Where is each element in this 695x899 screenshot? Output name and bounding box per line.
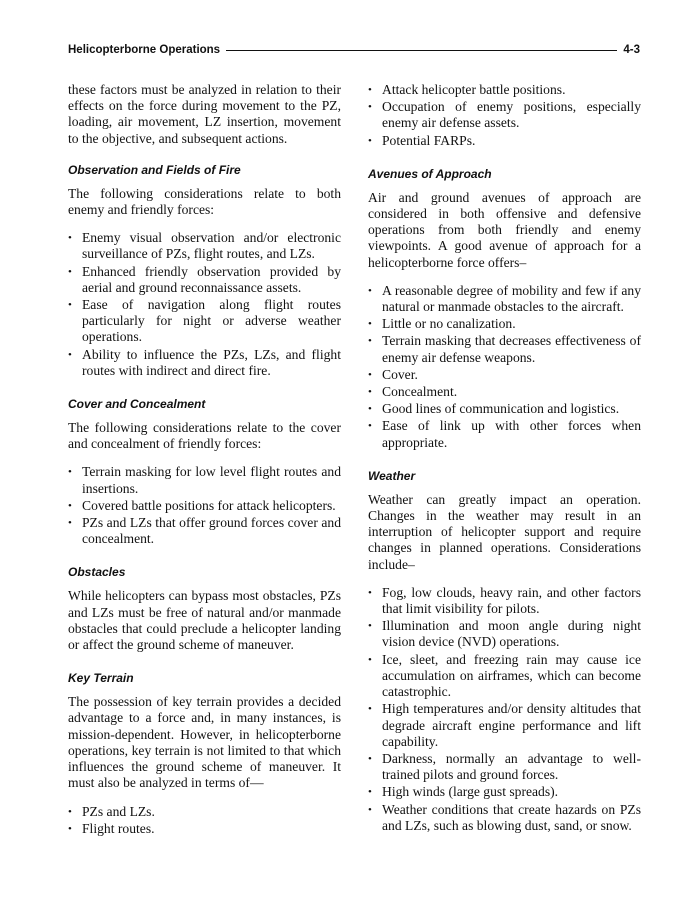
avenues-heading: Avenues of Approach xyxy=(368,166,492,181)
list-item: • Illumination and moon angle during night vision device (NVD) operations. xyxy=(368,618,641,650)
key-terrain-list xyxy=(68,804,341,837)
header-rule xyxy=(226,50,617,51)
left-column xyxy=(68,82,341,849)
cover-heading: Cover and Concealment xyxy=(68,397,206,412)
list-item: • PZs and LZs that offer ground forces cover and concealment. xyxy=(68,515,341,547)
observation-paragraph: The following considerations relate to both enemy and friendly forces: xyxy=(68,185,341,218)
list-item: • Enhanced friendly observation provided by aerial and ground reconnaissance assets. xyxy=(68,264,341,296)
obstacles-heading: Obstacles xyxy=(68,565,126,580)
intro-paragraph: these factors must be analyzed in relation to their effects on the force during movement to the PZ, loading, air movement, LZ insertion, movement to the objective, and subsequent actions. xyxy=(68,82,341,146)
list-item: • Enemy visual observation and/or electronic surveillance of PZs, flight routes, and LZs. xyxy=(68,230,341,262)
list-item: • Ability to influence the PZs, LZs, and flight routes with indirect and direct fire. xyxy=(68,347,341,379)
list-item: • A reasonable degree of mobility and few if any natural or manmade obstacles to the aircraft. xyxy=(368,283,641,315)
list-item: • Fog, low clouds, heavy rain, and other factors that limit visibility for pilots. xyxy=(368,585,641,617)
list-item: • Potential FARPs. xyxy=(368,133,641,149)
key-terrain-continued-list xyxy=(368,82,641,149)
observation-heading: Observation and Fields of Fire xyxy=(68,162,241,177)
avenues-paragraph: Air and ground avenues of approach are considered in both offensive and defensive operations from both friendly and enemy viewpoints. A good avenue of approach for a helicopterborne force offers– xyxy=(368,189,641,270)
list-item: • Ease of link up with other forces when appropriate. xyxy=(368,418,641,450)
weather-heading: Weather xyxy=(368,468,416,483)
weather-list xyxy=(368,585,641,834)
avenues-list xyxy=(368,283,641,451)
list-item: • Little or no canalization. xyxy=(368,316,641,332)
list-item: • Attack helicopter battle positions. xyxy=(368,82,641,98)
list-item: • Darkness, normally an advantage to well-trained pilots and ground forces. xyxy=(368,751,641,783)
list-item: • Cover. xyxy=(368,367,641,383)
list-item: • High temperatures and/or density altitudes that degrade aircraft engine performance and lift capability. xyxy=(368,701,641,750)
page-number: 4-3 xyxy=(623,44,640,56)
list-item: • Terrain masking that decreases effectiveness of enemy air defense weapons. xyxy=(368,333,641,365)
list-item: • Covered battle positions for attack helicopters. xyxy=(68,498,341,514)
weather-paragraph: Weather can greatly impact an operation. Changes in the weather may result in an interruption of helicopter support and require changes in planned operations. Considerations include– xyxy=(368,491,641,572)
cover-list xyxy=(68,464,341,547)
list-item: • Weather conditions that create hazards on PZs and LZs, such as blowing dust, sand, or snow. xyxy=(368,802,641,834)
key-terrain-paragraph: The possession of key terrain provides a decided advantage to a force and, in many instances, is mission-dependent. However, in helicopterborne operations, key terrain is not limited to that which influences the ground scheme of maneuver. It must also be analyzed in terms of— xyxy=(68,694,341,791)
observation-list xyxy=(68,230,341,379)
list-item: • Ease of navigation along flight routes particularly for night or adverse weather operations. xyxy=(68,297,341,346)
list-item: • Concealment. xyxy=(368,384,641,400)
header-title: Helicopterborne Operations xyxy=(68,44,221,56)
list-item: • Occupation of enemy positions, especially enemy air defense assets. xyxy=(368,99,641,131)
obstacles-paragraph: While helicopters can bypass most obstacles, PZs and LZs must be free of natural and/or manmade obstacles that could preclude a helicopter landing or affect the ground scheme of maneuver. xyxy=(68,588,341,653)
cover-paragraph: The following considerations relate to the cover and concealment of friendly forces: xyxy=(68,420,341,452)
list-item: • Terrain masking for low level flight routes and insertions. xyxy=(68,464,341,496)
list-item: • High winds (large gust spreads). xyxy=(368,784,641,800)
list-item: • Good lines of communication and logistics. xyxy=(368,401,641,417)
list-item: • Ice, sleet, and freezing rain may cause ice accumulation on airframes, which can become catastrophic. xyxy=(368,652,641,701)
list-item: • Flight routes. xyxy=(68,821,341,837)
list-item: • PZs and LZs. xyxy=(68,804,341,820)
right-column xyxy=(368,82,641,846)
running-header xyxy=(68,42,640,58)
key-terrain-heading: Key Terrain xyxy=(68,671,134,686)
